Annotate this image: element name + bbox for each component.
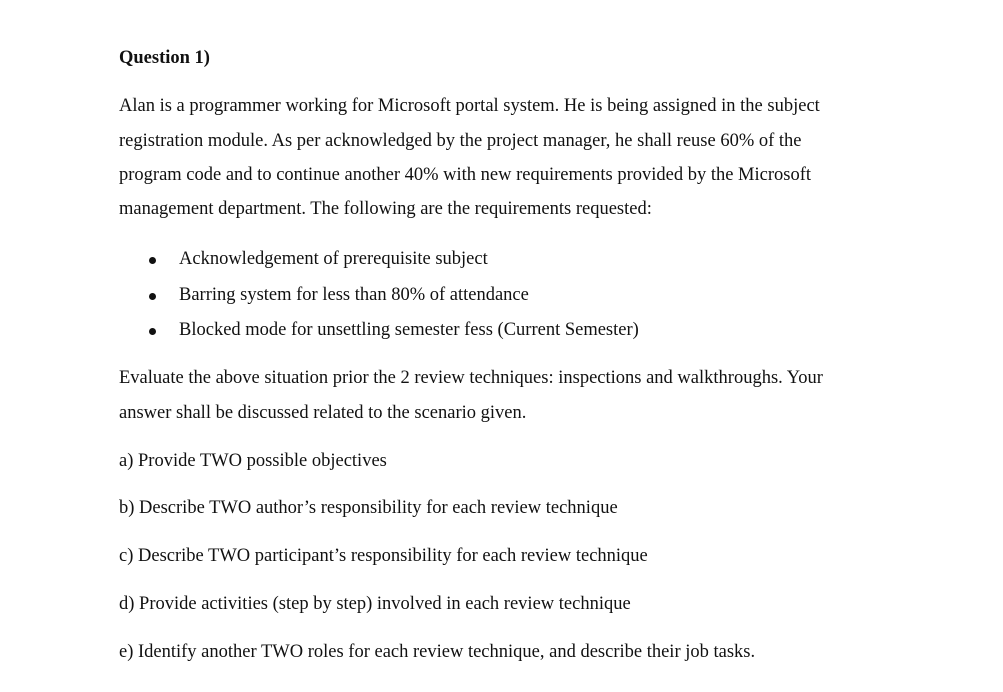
question-title: Question 1)	[119, 48, 210, 68]
evaluate-line: answer shall be discussed related to the scenario given.	[119, 403, 527, 423]
scenario-line: registration module. As per acknowledged by the project manager, he shall reuse 60% of the	[119, 131, 802, 151]
requirement-text: Acknowledgement of prerequisite subject	[179, 249, 488, 269]
bullet-icon	[149, 257, 156, 264]
evaluate-line: Evaluate the above situation prior the 2 review techniques: inspections and walkthroughs. Your	[119, 368, 823, 388]
task-item: c) Describe TWO participant’s responsibility for each review technique	[119, 546, 648, 566]
task-item: d) Provide activities (step by step) involved in each review technique	[119, 594, 631, 614]
scenario-line: management department. The following are the requirements requested:	[119, 199, 652, 219]
task-item: e) Identify another TWO roles for each review technique, and describe their job tasks.	[119, 642, 756, 662]
bullet-icon	[149, 293, 156, 300]
scenario-line: program code and to continue another 40% with new requirements provided by the Microsoft	[119, 165, 812, 185]
requirement-text: Barring system for less than 80% of attendance	[179, 285, 529, 305]
task-item: a) Provide TWO possible objectives	[119, 451, 387, 471]
scenario-line: Alan is a programmer working for Microsoft portal system. He is being assigned in the subject	[119, 96, 820, 116]
task-item: b) Describe TWO author’s responsibility for each review technique	[119, 498, 618, 518]
requirement-text: Blocked mode for unsettling semester fess (Current Semester)	[179, 320, 639, 340]
bullet-icon	[149, 328, 156, 335]
